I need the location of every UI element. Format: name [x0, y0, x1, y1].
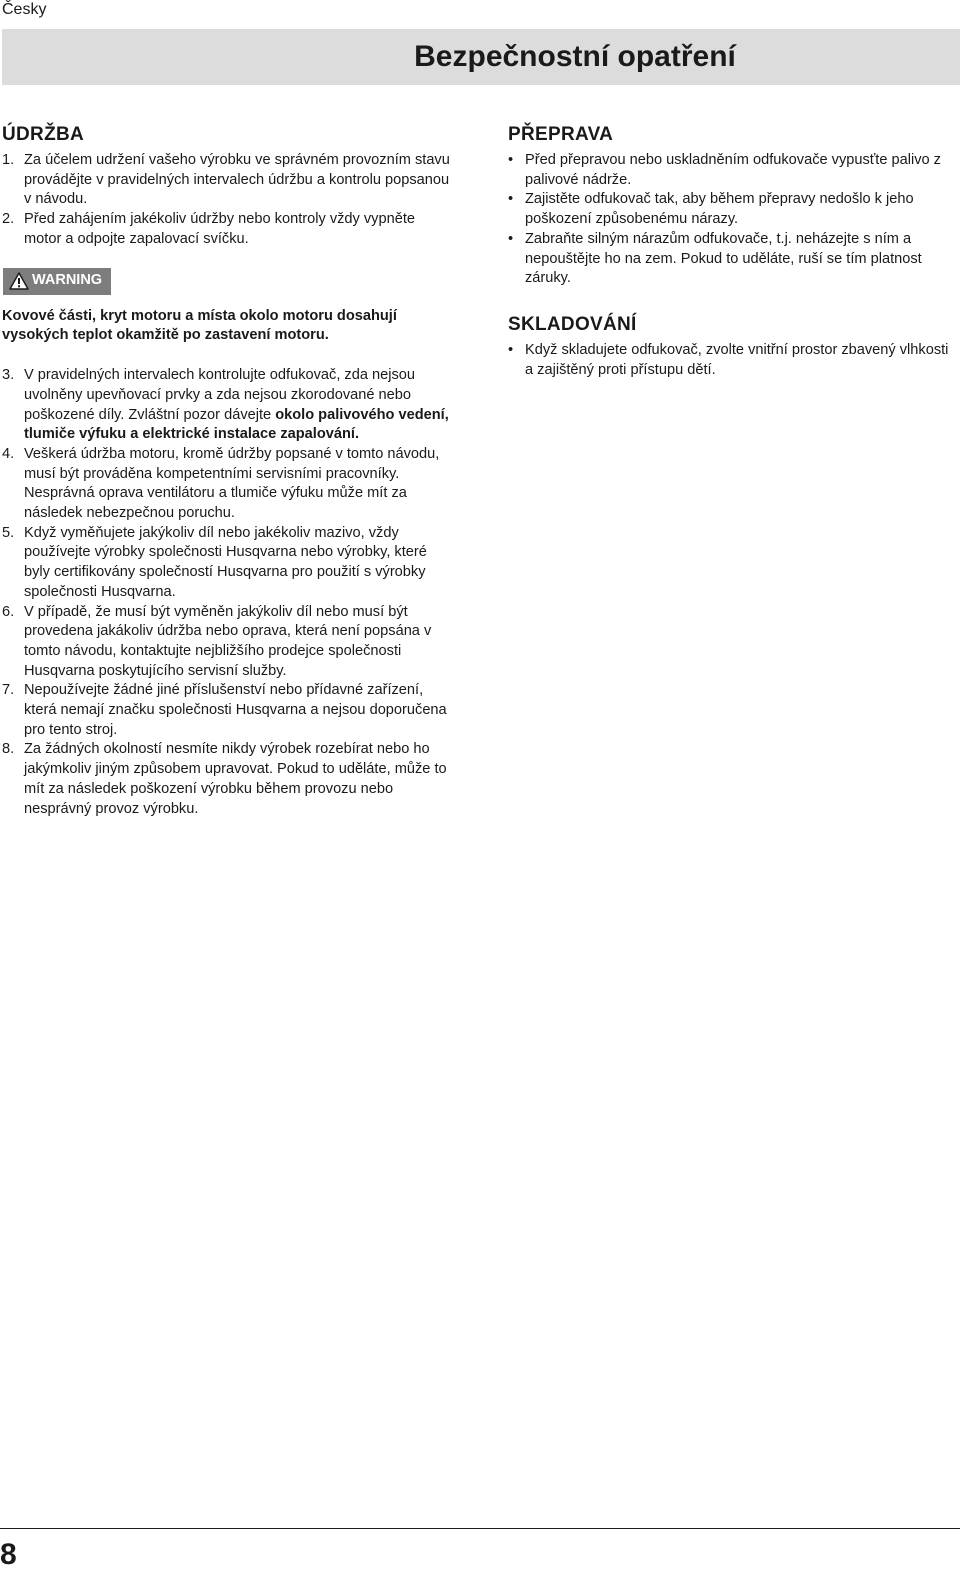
- transport-heading: PŘEPRAVA: [508, 124, 614, 145]
- warning-label: WARNING: [32, 272, 103, 289]
- item-number: 2.: [2, 211, 15, 228]
- language-label: Česky: [2, 1, 47, 18]
- maintenance-list-b: [2, 366, 452, 819]
- storage-heading: SKLADOVÁNÍ: [508, 313, 637, 335]
- item-text: Nepoužívejte žádné jiné příslušenství nebo přídavné zařízení, která nemají značku společnosti Husqvarna a nejsou doporučena pro tento stroj.: [24, 682, 447, 738]
- page-title: Bezpečnostní opatření: [414, 40, 736, 73]
- page-number: 8: [0, 1538, 17, 1571]
- storage-list: [508, 341, 960, 380]
- item-text: Veškerá údržba motoru, kromě údržby popsané v tomto návodu, musí být prováděna kompetentními servisními pracovníky. Nesprávná oprava ventilátoru a tlumiče výfuku může mít za následek nebezpečnou poruchu.: [24, 445, 440, 522]
- item-text: Když vyměňujete jakýkoliv díl nebo jakékoliv mazivo, vždy používejte výrobky společnosti Husqvarna nebo výrobky, které byly certifikovány společností Husqvarna pro použití s výrobky společnosti Husqvarna.: [24, 524, 427, 600]
- item-text: Před zahájením jakékoliv údržby nebo kontroly vždy vypněte motor a odpojte zapalovací svíčku.: [24, 211, 415, 247]
- list-item: [2, 445, 452, 524]
- warning-triangle-icon: [9, 272, 29, 290]
- item-text: Za žádných okolností nesmíte nikdy výrobek rozebírat nebo ho jakýmkoliv jiným způsobem upravovat. Pokud to uděláte, může to mít za následek poškození výrobku během provozu nebo nesprávný provoz výrobku.: [24, 741, 447, 817]
- bullet: •: [508, 341, 514, 358]
- list-item: [508, 341, 960, 380]
- right-column: [508, 124, 960, 380]
- list-item: [2, 366, 452, 445]
- warning-badge: [3, 268, 111, 295]
- maintenance-heading: ÚDRŽBA: [2, 124, 85, 145]
- list-item: [2, 524, 452, 603]
- list-item: [508, 230, 960, 289]
- list-item: [508, 190, 960, 229]
- list-item: [2, 151, 452, 210]
- list-item: [2, 740, 452, 819]
- list-item: [508, 151, 960, 190]
- item-text: Když skladujete odfukovač, zvolte vnitřní prostor zbavený vlhkosti a zajištěný proti přístupu dětí.: [525, 341, 949, 378]
- item-number: 4.: [2, 445, 15, 462]
- list-item: [2, 210, 452, 249]
- bullet: •: [508, 230, 514, 247]
- item-number: 3.: [2, 367, 15, 384]
- left-column: [2, 124, 452, 819]
- title-band: [2, 29, 960, 85]
- item-text: Zabraňte silným nárazům odfukovače, t.j. neházejte s ním a nepouštějte ho na zem. Pokud to uděláte, ruší se tím platnost záruky.: [525, 230, 922, 287]
- item-text: V případě, že musí být vyměněn jakýkoliv díl nebo musí být provedena jakákoliv údržba nebo oprava, která není popsána v tomto návodu, kontaktujte nejbližšího prodejce společnosti Husqvarna poskytujícího servisní služby.: [24, 603, 432, 679]
- item-text: V pravidelných intervalech kontrolujte odfukovač, zda nejsou uvolněny upevňovací prvky a zda nejsou zkorodované nebo poškozené díly. Zvláštní pozor dávejte: [24, 367, 416, 423]
- transport-list: [508, 151, 960, 289]
- bullet: •: [508, 152, 514, 168]
- warning-text: Kovové části, kryt motoru a místa okolo motoru dosahují vysokých teplot okamžitě po zastavení motoru.: [2, 307, 397, 344]
- item-number: 5.: [2, 524, 15, 541]
- item-number: 8.: [2, 741, 15, 758]
- maintenance-list-a: [2, 151, 452, 250]
- list-item: [2, 603, 452, 682]
- item-number: 6.: [2, 603, 15, 620]
- footer-divider: [0, 1528, 960, 1529]
- item-text: Zajistěte odfukovač tak, aby během přepravy nedošlo k jeho poškození způsobenému nárazy.: [525, 191, 914, 228]
- item-text: Za účelem udržení vašeho výrobku ve správném provozním stavu provádějte v pravidelných intervalech údržbu a kontrolu popsanou v návodu.: [24, 152, 450, 208]
- item-number: 7.: [2, 682, 15, 699]
- item-number: 1.: [2, 152, 15, 168]
- list-item: [2, 681, 452, 740]
- bullet: •: [508, 191, 514, 208]
- item-text-bold: okolo palivového vedení, tlumiče výfuku a elektrické instalace zapalování.: [24, 406, 449, 443]
- item-text: Před přepravou nebo uskladněním odfukovače vypusťte palivo z palivové nádrže.: [525, 152, 941, 188]
